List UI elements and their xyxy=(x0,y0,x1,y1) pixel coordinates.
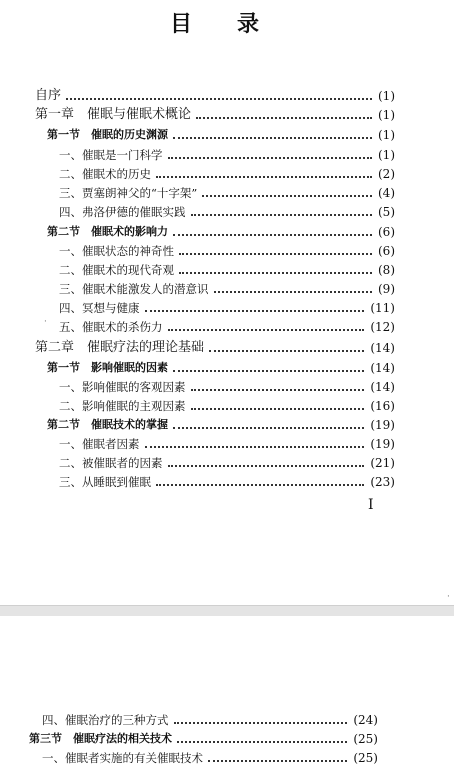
toc-entry[interactable] xyxy=(35,86,395,104)
toc-entry-page: (4) xyxy=(378,186,395,200)
toc-entry-section[interactable] xyxy=(29,729,378,747)
toc-entry-item[interactable] xyxy=(59,279,395,297)
toc-leader-dots xyxy=(202,194,372,197)
toc-entry-page: (21) xyxy=(370,456,395,470)
toc-entry-chapter[interactable] xyxy=(35,105,395,123)
toc-entry-item[interactable] xyxy=(59,164,395,182)
toc-entry-page: (24) xyxy=(353,713,378,727)
toc-entry-page: (6) xyxy=(378,225,395,239)
toc-entry-page: (1) xyxy=(378,148,395,162)
toc-entry-section[interactable] xyxy=(47,222,395,240)
toc-entry-item[interactable] xyxy=(42,710,378,728)
toc-entry-item[interactable] xyxy=(59,434,395,452)
toc-entry-label: 三、贾塞朗神父的“十字架” xyxy=(59,186,198,200)
toc-leader-dots xyxy=(173,426,364,429)
toc-leader-dots xyxy=(173,136,372,139)
toc-entry-page: (1) xyxy=(378,108,395,122)
toc-entry-label: 四、催眠治疗的三种方式 xyxy=(42,713,169,727)
toc-entry-section[interactable] xyxy=(47,125,395,143)
toc-leader-dots xyxy=(156,175,372,178)
title-char-1: 目 xyxy=(170,11,195,37)
toc-leader-dots xyxy=(145,309,365,312)
toc-leader-dots xyxy=(156,483,364,486)
toc-entry-item[interactable] xyxy=(59,183,395,201)
toc-entry-page: (8) xyxy=(378,263,395,277)
toc-leader-dots xyxy=(196,116,372,119)
toc-entry-page: (19) xyxy=(370,437,395,451)
toc-entry-page: (23) xyxy=(370,475,395,489)
toc-entry-label: 三、从睡眠到催眠 xyxy=(59,475,151,489)
toc-entry-item[interactable] xyxy=(42,748,378,766)
toc-entry-label: 一、催眠是一门科学 xyxy=(59,148,163,162)
toc-entry-page: (12) xyxy=(370,320,395,334)
toc-entry-page: (25) xyxy=(353,751,378,765)
toc-leader-dots xyxy=(191,213,373,216)
toc-leader-dots xyxy=(209,349,364,352)
toc-entry-label: 第三节 催眠疗法的相关技术 xyxy=(29,732,172,745)
toc-entry-label: 二、催眠术的现代奇观 xyxy=(59,263,174,277)
toc-entry-label: 二、被催眠者的因素 xyxy=(59,456,163,470)
toc-leader-dots xyxy=(168,328,365,331)
toc-entry-item[interactable] xyxy=(59,472,395,490)
toc-entry-page: (9) xyxy=(378,282,395,296)
toc-entry-item[interactable] xyxy=(59,241,395,259)
toc-leader-dots xyxy=(179,271,372,274)
toc-entry-item[interactable] xyxy=(59,396,395,414)
toc-entry-label: 第一章 催眠与催眠术概论 xyxy=(35,107,192,122)
toc-entry-section[interactable] xyxy=(47,358,395,376)
toc-entry-label: 第一节 影响催眠的因素 xyxy=(47,361,168,374)
toc-entry-page: (14) xyxy=(370,341,395,355)
toc-entry-label: 二、催眠术的历史 xyxy=(59,167,151,181)
toc-leader-dots xyxy=(208,759,347,762)
toc-entry-item[interactable] xyxy=(59,145,395,163)
toc-leader-dots xyxy=(174,721,348,724)
toc-entry-label: 四、弗洛伊德的催眠实践 xyxy=(59,205,186,219)
toc-entry-label: 第二节 催眠技术的掌握 xyxy=(47,418,168,431)
toc-entry-label: 第二章 催眠疗法的理论基础 xyxy=(35,340,205,355)
toc-entry-item[interactable] xyxy=(59,202,395,220)
toc-leader-dots xyxy=(168,156,373,159)
toc-leader-dots xyxy=(214,290,373,293)
toc-entry-page: (25) xyxy=(353,732,378,746)
toc-entry-item[interactable] xyxy=(59,260,395,278)
toc-entry-item[interactable] xyxy=(59,453,395,471)
scan-speck: · xyxy=(447,592,450,602)
toc-entry-page: (1) xyxy=(378,128,395,142)
toc-entry-item[interactable] xyxy=(59,298,395,316)
toc-entry-page: (2) xyxy=(378,167,395,181)
toc-entry-page: (14) xyxy=(370,361,395,375)
toc-leader-dots xyxy=(177,740,347,743)
toc-leader-dots xyxy=(66,97,372,100)
toc-leader-dots xyxy=(173,369,364,372)
toc-entry-label: 四、冥想与健康 xyxy=(59,301,140,315)
toc-leader-dots xyxy=(191,388,365,391)
toc-leader-dots xyxy=(168,464,365,467)
toc-entry-label: 一、催眠者因素 xyxy=(59,437,140,451)
toc-leader-dots xyxy=(173,233,372,236)
toc-entry-page: (19) xyxy=(370,418,395,432)
toc-entry-item[interactable] xyxy=(59,317,395,335)
toc-leader-dots xyxy=(191,407,365,410)
scan-speck: · xyxy=(44,317,47,327)
toc-entry-page: (14) xyxy=(370,380,395,394)
toc-page-2 xyxy=(0,616,454,765)
title-char-2: 录 xyxy=(237,11,262,37)
toc-entry-page: (5) xyxy=(378,205,395,219)
toc-entry-label: 第一节 催眠的历史渊源 xyxy=(47,128,168,141)
toc-entry-item[interactable] xyxy=(59,377,395,395)
page-number: I xyxy=(368,497,374,513)
toc-entry-label: 自序 xyxy=(35,88,62,103)
toc-entry-label: 五、催眠术的杀伤力 xyxy=(59,320,163,334)
toc-entry-page: (1) xyxy=(378,89,395,103)
toc-entry-label: 二、影响催眠的主观因素 xyxy=(59,399,186,413)
toc-entry-label: 一、影响催眠的客观因素 xyxy=(59,380,186,394)
toc-entry-label: 三、催眠术能激发人的潜意识 xyxy=(59,282,209,296)
toc-entry-label: 第二节 催眠术的影响力 xyxy=(47,225,168,238)
toc-entry-page: (16) xyxy=(370,399,395,413)
toc-leader-dots xyxy=(179,252,372,255)
toc-leader-dots xyxy=(145,445,365,448)
toc-entry-page: (6) xyxy=(378,244,395,258)
toc-entry-section[interactable] xyxy=(47,415,395,433)
toc-entry-label: 一、催眠状态的神奇性 xyxy=(59,244,174,258)
toc-entry-chapter[interactable] xyxy=(35,338,395,356)
toc-entry-page: (11) xyxy=(370,301,395,315)
toc-entry-label: 一、催眠者实施的有关催眠技术 xyxy=(42,751,203,765)
